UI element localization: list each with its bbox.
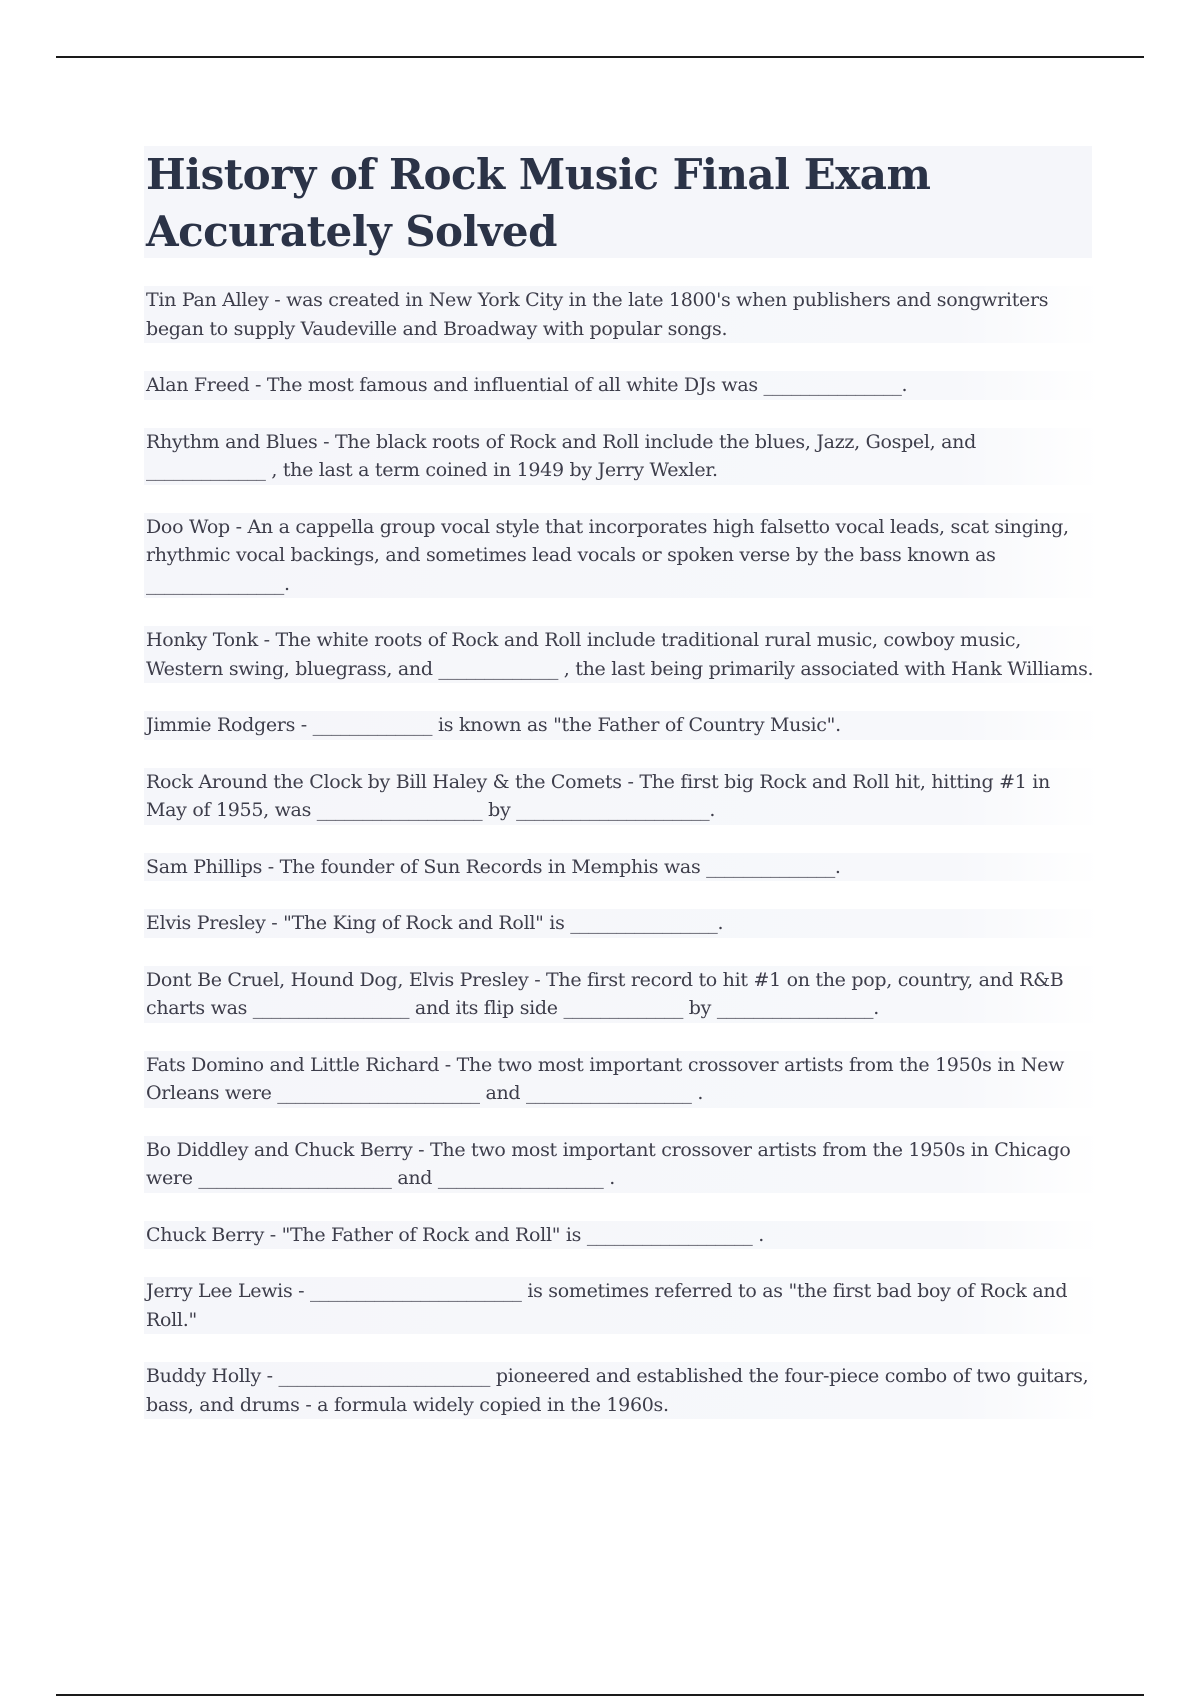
question-answer-list — [144, 286, 1100, 1447]
qa-item: Dont Be Cruel, Hound Dog, Elvis Presley - The first record to hit #1 on the pop, country, and R&B charts was _________________ and its flip side _____________ by _________________. — [144, 966, 1100, 1023]
title-line-2: Accurately Solved — [146, 207, 558, 256]
qa-item: Tin Pan Alley - was created in New York City in the late 1800's when publishers and songwriters began to supply Vaudeville and Broadway with popular songs. — [144, 286, 1100, 343]
qa-item: Bo Diddley and Chuck Berry - The two most important crossover artists from the 1950s in Chicago were _____________________ and __________________ . — [144, 1136, 1100, 1193]
qa-item: Jerry Lee Lewis - _______________________ is sometimes referred to as "the first bad boy of Rock and Roll." — [144, 1277, 1100, 1334]
qa-item: Rhythm and Blues - The black roots of Rock and Roll include the blues, Jazz, Gospel, and _____________ , the last a term coined in 1949 by Jerry Wexler. — [144, 428, 1100, 485]
qa-item: Elvis Presley - "The King of Rock and Roll" is ________________. — [144, 909, 1100, 938]
qa-item: Doo Wop - An a cappella group vocal style that incorporates high falsetto vocal leads, scat singing, rhythmic vocal backings, and sometimes lead vocals or spoken verse by the bass known as _______________. — [144, 513, 1100, 599]
header-rule — [56, 56, 1144, 58]
document-title — [146, 146, 930, 260]
footer-rule — [56, 1694, 1144, 1696]
qa-item: Rock Around the Clock by Bill Haley & the Comets - The first big Rock and Roll hit, hitting #1 in May of 1955, was __________________ by _____________________. — [144, 768, 1100, 825]
qa-item: Sam Phillips - The founder of Sun Records in Memphis was ______________. — [144, 853, 1100, 882]
qa-item: Jimmie Rodgers - _____________ is known as "the Father of Country Music". — [144, 711, 1100, 740]
qa-item: Honky Tonk - The white roots of Rock and Roll include traditional rural music, cowboy music, Western swing, bluegrass, and _____________ , the last being primarily associated with Hank Williams. — [144, 626, 1100, 683]
title-block — [144, 146, 1092, 258]
qa-item: Fats Domino and Little Richard - The two most important crossover artists from the 1950s in New Orleans were ______________________ and __________________ . — [144, 1051, 1100, 1108]
qa-item: Buddy Holly - _______________________ pioneered and established the four-piece combo of two guitars, bass, and drums - a formula widely copied in the 1960s. — [144, 1362, 1100, 1419]
title-line-1: History of Rock Music Final Exam — [146, 150, 931, 199]
qa-item: Chuck Berry - "The Father of Rock and Roll" is __________________ . — [144, 1221, 1100, 1250]
qa-item: Alan Freed - The most famous and influential of all white DJs was _______________. — [144, 371, 1100, 400]
